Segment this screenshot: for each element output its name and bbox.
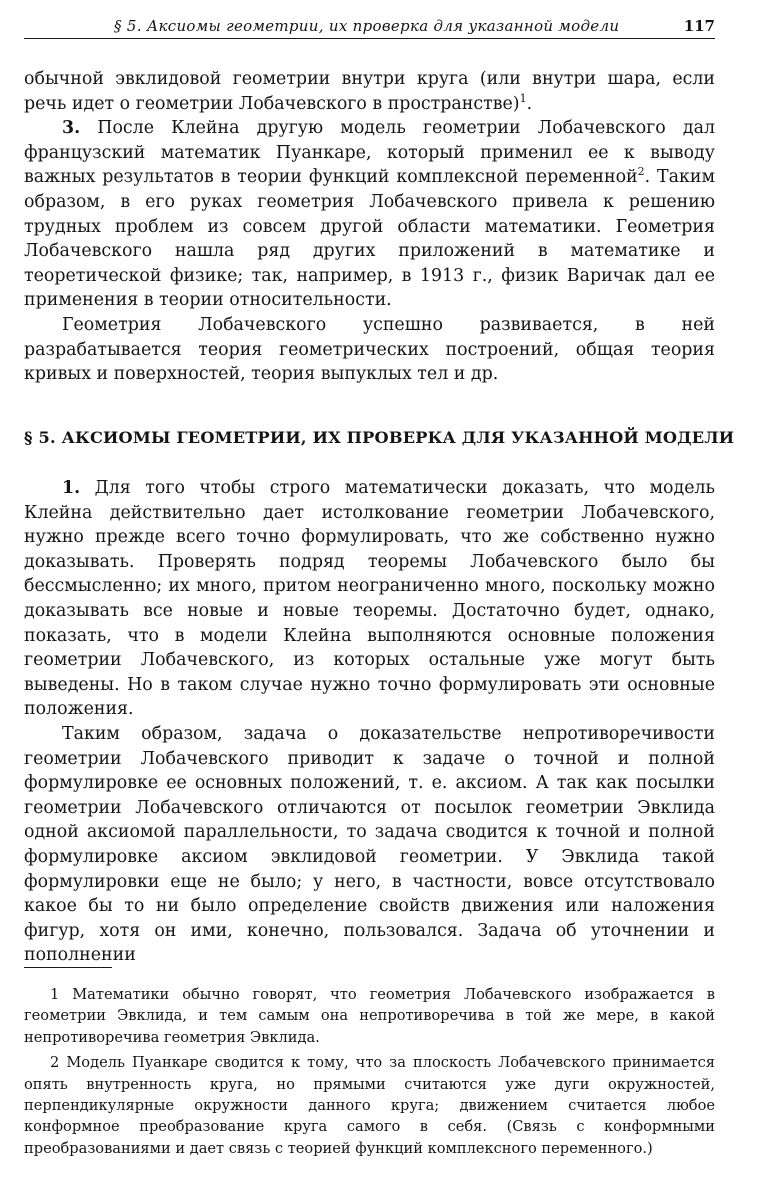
intro-text	[24, 67, 715, 387]
paragraph-development: Геометрия Лобачевского успешно развивается, в ней разрабатывается теория геометрических построений, общая теория кривых и поверхностей, теория выпуклых тел и др.	[24, 314, 715, 385]
page-number: 117	[683, 17, 715, 35]
footnote-mark: 1	[50, 986, 60, 1003]
paragraph-poincare: 3. После Клейна другую модель геометрии Лобачевского дал французский математик Пуанкаре, который применил ее к выводу важных результатов в теории функций комплексной переменной$^2$. Таким образом, в его руках геометрия Лобачевского привела к решению трудных проблем из совсем другой области математики. Геометрия Лобачевского нашла ряд других приложений в математике и теоретической физике; так, например, в 1913 г., физик Варичак дал ее применения в теории относительности.	[24, 118, 715, 311]
running-head	[24, 14, 715, 39]
footnote-ref-1: 1	[519, 91, 527, 105]
paragraph-klein-model: 1. Для того чтобы строго математически доказать, что модель Клейна действительно дает истолкование геометрии Лобачевского, нужно прежде всего точно формулировать, что же собственно нужно доказывать. Проверять подряд теоремы Лобачевского было бы бессмысленно; их много, притом неограниченно много, поскольку можно доказывать все новые и новые теоремы. Достаточно будет, однако, показать, что в модели Клейна выполняются основные положения геометрии Лобачевского, из которых остальные уже могут быть выведены. Но в таком случае нужно точно формулировать эти основные положения.	[24, 478, 716, 720]
running-head-title: § 5. Аксиомы геометрии, их проверка для указанной модели	[114, 17, 620, 35]
section-text	[24, 476, 715, 968]
footnote-divider	[24, 967, 112, 968]
paragraph-axioms: Таким образом, задача о доказательстве непротиворечивости геометрии Лобачевского приводит к задаче о точной и полной формулировке ее основных положений, т. е. аксиом. А так как посылки геометрии Лобачевского отличаются от посылок геометрии Эвклида одной аксиомой параллельности, то задача сводится к точной и полной формулировке аксиом эвклидовой геометрии. У Эвклида такой формулировки еще не было; у него, в частности, вовсе отсутствовало какое бы то ни было определение свойств движения или наложения фигур, хотя он ими, конечно, пользовался. Задача об уточнении и пополнении	[24, 723, 715, 966]
footnote-2: 2 Модель Пуанкаре сводится к тому, что за плоскость Лобачевского принимается опять внутренность круга, но прямыми считаются уже дуги окружностей, перпендикулярные окружности данного круга; движением считается любое конформное преобразование круга самого в себя. (Связь с конформными преобразованиями и дает связь с теорией функций комплексного переменного.)	[24, 1054, 715, 1157]
footnote-mark: 2	[50, 1054, 60, 1072]
footnote-1: 1 Математики обычно говорят, что геометрия Лобачевского изображается в геометрии Эвклида, и тем самым она непротиворечива в той же мере, в какой непротиворечива геометрия Эвклида.	[24, 986, 715, 1046]
section-heading: § 5. АКСИОМЫ ГЕОМЕТРИИ, ИХ ПРОВЕРКА ДЛЯ УКАЗАННОЙ МОДЕЛИ	[24, 428, 735, 447]
paragraph-number: 1.	[62, 478, 81, 498]
footnote-ref-2: 2	[637, 165, 645, 179]
paragraph-number: 3.	[62, 118, 81, 139]
footnotes	[24, 984, 715, 1163]
paragraph-continuation: обычной эвклидовой геометрии внутри круга (или внутри шара, если речь идет о геометрии Лобачевского в пространстве)$^1$.	[24, 69, 715, 114]
